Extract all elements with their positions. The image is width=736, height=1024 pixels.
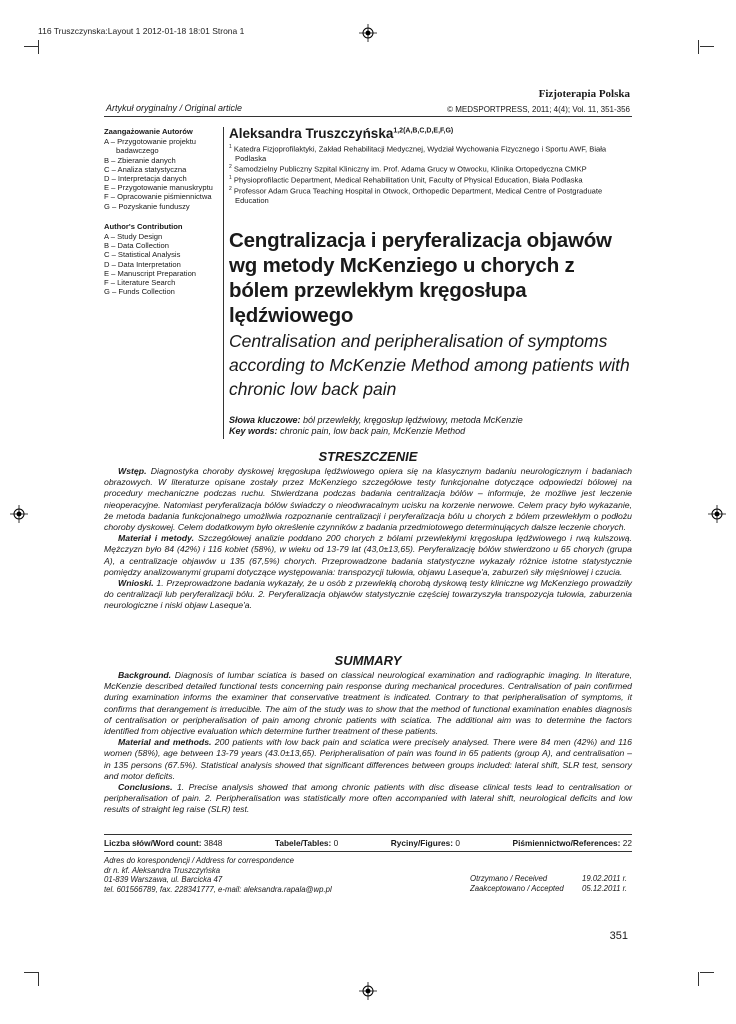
article-head (229, 126, 634, 438)
keywords: Słowa kluczowe: ból przewlekły, kręgosłup lędźwiowy, metoda McKenzie Key words: chronic pain, low back pain, McKenzie Method (229, 414, 523, 437)
contribution-sidebar (104, 127, 220, 296)
crop-mark (700, 46, 714, 47)
contribution-item: E – Przygotowanie manuskryptu (104, 183, 213, 193)
word-count: Liczba słów/Word count: 3848 (104, 838, 223, 848)
submission-dates: Otrzymano / Received 19.02.2011 r. Zaakceptowano / Accepted 05.12.2011 r. (470, 874, 628, 893)
crop-mark (698, 972, 699, 986)
reference-count: Piśmiennictwo/References: 22 (512, 838, 632, 848)
registration-mark-icon (708, 505, 726, 523)
contribution-item: G – Pozyskanie funduszy (104, 201, 190, 211)
page-number: 351 (609, 930, 628, 942)
abstract-en: Background. Diagnosis of lumbar sciatica is based on classical neurological examination and radiographic imaging. In literature, McKenzie described detailed functional tests concerning pain response during mechanical procedures. Centralisation of pain confirmed during examination informs the examiner that conservative treatment is indicated. Contrary to that peripheralisation of symptoms, it confirms that derangement is irreducible. The aim of the study was to show that the method of functional examination enables diagnosis of centralisation or peripheralisation of pain among chronic patients with sciatica. The additional aim was to determine the factors identified from objective evaluation which determine further treatment of these patients. Material and methods. 200 patients with low back pain and sciatica were precisely analysed. There were 84 men (42%) and 116 women (58%), age between 13-79 years (43.0±13,65). Peripheralisation of pain was found in 65 patients (group A), and centralisation – in 135 persons (67.5%). Statistical analysis showed that significant differences between groups included: lateral shift, SLR test, sensory and motor deficits. Conclusions. 1. Precise analysis showed that among chronic patients with disc disease clinical tests lead to centralisation or peripheralisation of pain. 2. Peripheralisation was statistically more often accompanied with lateral shift, neurological deficits and low results of straight leg raise (SLR) test. (104, 670, 632, 815)
contribution-item: B – Zbieranie danych (104, 155, 176, 165)
table-count: Tabele/Tables: 0 (274, 838, 339, 848)
column-divider (223, 127, 224, 439)
article-title-pl: Cengtralizacja i peryferalizacja objawów wg metody McKenziego u chorych z bólem przewlekłym kręgosłupa lędźwiowego (229, 228, 612, 327)
contribution-item: B – Data Collection (104, 241, 170, 251)
contribution-item: A – Study Design (104, 232, 163, 242)
registration-mark-icon (359, 982, 377, 1000)
publisher-line: © MEDSPORTPRESS, 2011; 4(4); Vol. 11, 351-356 (447, 105, 630, 114)
contribution-item: C – Analiza statystyczna (104, 164, 187, 174)
section-title-summary: SUMMARY (334, 653, 402, 668)
contribution-item: A – Przygotowanie projektu badawczego (104, 137, 197, 156)
registration-mark-icon (359, 24, 377, 42)
article-title-en: Centralisation and peripheralisation of symptoms according to McKenzie Method among patients with chronic low back pain (229, 330, 630, 399)
section-title-streszczenie: STRESZCZENIE (318, 449, 418, 464)
contribution-item: G – Funds Collection (104, 287, 175, 297)
figure-count: Ryciny/Figures: 0 (390, 838, 460, 848)
contribution-item: F – Literature Search (104, 278, 176, 288)
header-rule (104, 116, 632, 117)
stats-rule-bottom (104, 851, 632, 852)
crop-mark (38, 972, 39, 986)
crop-mark (24, 972, 38, 973)
article-stats (104, 838, 632, 848)
correspondence-address: Adres do korespondencji / Address for correspondence dr n. kf. Aleksandra Truszczyńska 01-839 Warszawa, ul. Barcicka 47 tel. 601566789, fax. 228341777, e-mail: aleksandra.rapala@wp.pl (104, 856, 332, 894)
affiliations: $^1$ Katedra Fizjoprofilaktyki, Zakład Rehabilitacji Medycznej, Wydział Wychowania Fizycznego i Sportu AWF, Biała Podlaska $^2$ Samodzielny Publiczny Szpital Kliniczny im. Prof. Adama Grucy w Otwocku, Klinika Ortopedyczna CMKP $^1$ Physioprofilactic Department, Medical Rehabilitation Unit, Faculty of Physical Education, Biała Podlaska $^2$ Professor Adam Gruca Teaching Hospital in Otwock, Orthopedic Department, Medical Centre of Postgraduate Education (229, 144, 607, 206)
contribution-item: C – Statistical Analysis (104, 250, 181, 260)
abstract-pl: Wstęp. Diagnostyka choroby dyskowej kręgosłupa lędźwiowego opiera się na klasycznym badaniu neurologicznym i badaniach obrazowych. W literaturze opisane zostały przez McKenziego szczegółowe testy funkcjonalne dotyczące odpowiedzi bólowej na procedury mechaniczne podczas ruchu. Stwierdzana podczas badania centralizacja bólów – informuje, że możliwe jest leczenie nieoperacyjne. Natomiast peryferalizacja bólów świadczy o nieodwracalnym ucisku na korzenie nerwowe. Celem pracy było wykazanie, że metoda badania funkcjonalnego umożliwia rozpoznanie centralizacji i peryferalizacja bólu u chorych z bólem przewlekłym o podłożu choroby dyskowej. Celem dodatkowym było określenie czynników z badania przedmiotowego determinujących dalsze leczenie chorych. Materiał i metody. Szczegółowej analizie poddano 200 chorych z bólami przewlekłymi kręgosłupa lędźwiowego i rwą kulszową. Mężczyzn było 84 (42%) i 116 kobiet (58%), w wieku od 13-79 lat (43,0±13,65). Peryferalizację bólów stwierdzono u 65 chorych (grupa A), a centralizacje objawów u 135 (67,5%) chorych. Przeprowadzone badania statystyczne wykazały różnice istotne statystycznie pomiędzy analizowanymi grupami dotyczące występowania: transpozycji tułowia, objawu Laseque'a, zaburzeń siły mięśniowej i czucia. Wnioski. 1. Przeprowadzone badania wykazały, że u osób z przewlekłą chorobą dyskową testy kliniczne wg McKenziego prowadziły do centralizacji lub peryferalizacji bólu. 2. Peryferalizacja objawów statystycznie częściej towarzyszyła transpozycja tułowia, zaburzenia neurologiczne i niski objaw Laseque'a. (104, 466, 632, 611)
journal-title: Fizjoterapia Polska (538, 88, 630, 100)
registration-mark-icon (10, 505, 28, 523)
stats-rule-top (104, 834, 632, 835)
crop-mark (38, 40, 39, 54)
contribution-heading-en: Author's Contribution (104, 221, 183, 231)
contribution-item: D – Data Interpretation (104, 259, 181, 269)
print-slug: 116 Truszczynska:Layout 1 2012-01-18 18:01 Strona 1 (38, 26, 245, 36)
author-name: Aleksandra Truszczyńska$^{1,2(A,B,C,D,E,F,G)}$ (229, 126, 454, 141)
contribution-item: D – Interpretacja danych (104, 174, 187, 184)
crop-mark (24, 46, 38, 47)
contribution-heading-pl: Zaangażowanie Autorów (104, 127, 193, 136)
crop-mark (698, 40, 699, 54)
article-type-label: Artykuł oryginalny / Original article (106, 103, 243, 113)
contribution-item: E – Manuscript Preparation (104, 268, 197, 278)
contribution-item: F – Opracowanie piśmiennictwa (104, 192, 212, 202)
crop-mark (700, 972, 714, 973)
